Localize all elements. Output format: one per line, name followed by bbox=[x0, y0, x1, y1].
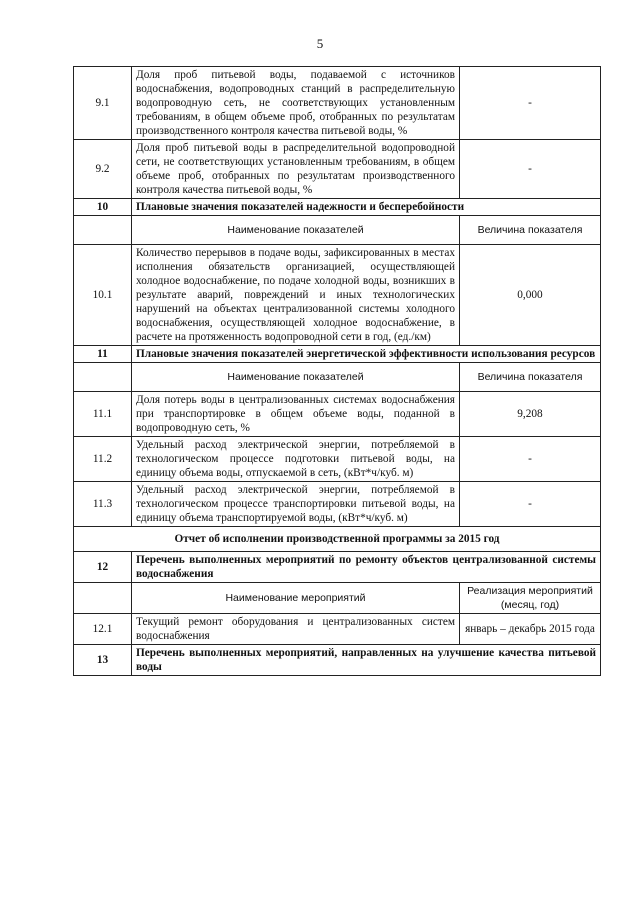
row-number: 9.2 bbox=[74, 140, 132, 199]
column-header-value: Реализация мероприятий (месяц, год) bbox=[460, 583, 601, 614]
header-row-10 bbox=[74, 216, 601, 245]
section-number: 11 bbox=[74, 346, 132, 363]
table-row-11-1 bbox=[74, 392, 601, 437]
column-header-value: Величина показателя bbox=[460, 363, 601, 392]
section-row-11 bbox=[74, 346, 601, 363]
table-row-10-1 bbox=[74, 245, 601, 346]
row-number: 11.3 bbox=[74, 482, 132, 527]
indicator-name: Количество перерывов в подаче воды, зафиксированных в местах исполнения обязательств организацией, осуществляющей холодное водоснабжение, по подаче холодной воды, возникших в результате аварий, повреждений и иных технологических нарушений на объектах централизованной системы холодного водоснабжения, осуществляющей холодное водоснабжение, в расчете на протяженность водопроводной сети в год, (ед./км) bbox=[132, 245, 460, 346]
section-number: 10 bbox=[74, 199, 132, 216]
activity-period: январь – декабрь 2015 года bbox=[460, 614, 601, 645]
section-title: Плановые значения показателей надежности и бесперебойности bbox=[132, 199, 601, 216]
indicator-name: Доля потерь воды в централизованных системах водоснабжения при транспортировке в общем объеме воды, поданной в водопроводную сеть, % bbox=[132, 392, 460, 437]
empty-cell bbox=[74, 583, 132, 614]
empty-cell bbox=[74, 363, 132, 392]
indicator-value: - bbox=[460, 140, 601, 199]
report-title: Отчет об исполнении производственной программы за 2015 год bbox=[74, 527, 601, 552]
table-row-11-2 bbox=[74, 437, 601, 482]
section-title: Плановые значения показателей энергетической эффективности использования ресурсов bbox=[132, 346, 601, 363]
section-title: Перечень выполненных мероприятий по ремонту объектов централизованной системы водоснабжения bbox=[132, 552, 601, 583]
column-header-value: Величина показателя bbox=[460, 216, 601, 245]
indicator-value: 9,208 bbox=[460, 392, 601, 437]
section-row-12 bbox=[74, 552, 601, 583]
row-number: 9.1 bbox=[74, 67, 132, 140]
column-header-name: Наименование показателей bbox=[132, 363, 460, 392]
header-row-12 bbox=[74, 583, 601, 614]
table-row-11-3 bbox=[74, 482, 601, 527]
page-number: 5 bbox=[316, 36, 324, 51]
table-row-12-1 bbox=[74, 614, 601, 645]
indicator-name: Удельный расход электрической энергии, потребляемой в технологическом процессе подготовки питьевой воды, на единицу объема воды, отпускаемой в сеть, (кВт*ч/куб. м) bbox=[132, 437, 460, 482]
table-row-9-1 bbox=[74, 67, 601, 140]
indicators-table bbox=[73, 66, 601, 676]
indicator-name: Доля проб питьевой воды, подаваемой с источников водоснабжения, водопроводных станций в распределительную водопроводную сеть, не соответствующих установленным требованиям, в общем объеме проб, отобранных по результатам производственного контроля качества питьевой воды, % bbox=[132, 67, 460, 140]
report-title-row bbox=[74, 527, 601, 552]
section-number: 13 bbox=[74, 645, 132, 676]
header-row-11 bbox=[74, 363, 601, 392]
section-title: Перечень выполненных мероприятий, направленных на улучшение качества питьевой воды bbox=[132, 645, 601, 676]
row-number: 12.1 bbox=[74, 614, 132, 645]
section-row-13 bbox=[74, 645, 601, 676]
activity-name: Текущий ремонт оборудования и централизованных систем водоснабжения bbox=[132, 614, 460, 645]
empty-cell bbox=[74, 216, 132, 245]
indicator-name: Удельный расход электрической энергии, потребляемой в технологическом процессе транспортировки питьевой воды, на единицу объема транспортируемой воды, (кВт*ч/куб. м) bbox=[132, 482, 460, 527]
section-row-10 bbox=[74, 199, 601, 216]
column-header-name: Наименование мероприятий bbox=[132, 583, 460, 614]
row-number: 10.1 bbox=[74, 245, 132, 346]
row-number: 11.2 bbox=[74, 437, 132, 482]
column-header-name: Наименование показателей bbox=[132, 216, 460, 245]
row-number: 11.1 bbox=[74, 392, 132, 437]
indicator-value: - bbox=[460, 67, 601, 140]
indicator-name: Доля проб питьевой воды в распределительной водопроводной сети, не соответствующих установленным требованиям, в общем объеме проб, отобранных по результатам производственного контроля качества питьевой воды, % bbox=[132, 140, 460, 199]
table-row-9-2 bbox=[74, 140, 601, 199]
indicator-value: - bbox=[460, 482, 601, 527]
section-number: 12 bbox=[74, 552, 132, 583]
indicator-value: 0,000 bbox=[460, 245, 601, 346]
indicator-value: - bbox=[460, 437, 601, 482]
